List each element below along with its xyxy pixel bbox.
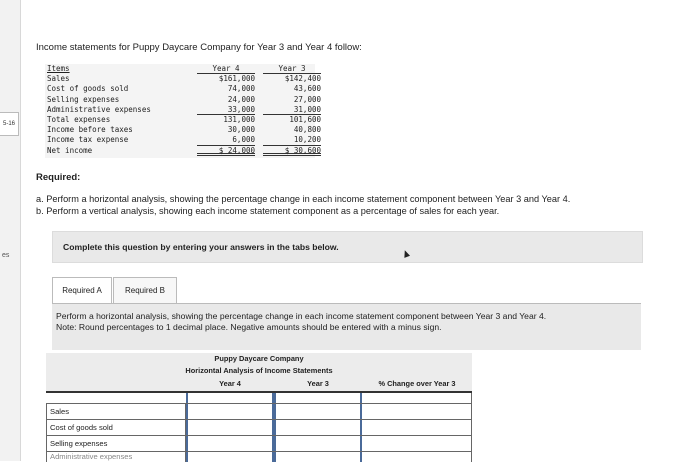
statement-row [45,95,321,105]
row-label: Sales [47,74,70,84]
row-year4: $ 24,000 [197,146,255,156]
row-year4: 74,000 [227,84,255,94]
complete-instructions-text: Complete this question by entering your answers in the tabs below. [63,242,339,252]
row-year3: 10,200 [263,135,321,145]
row-year3: 40,800 [293,125,321,135]
left-sidebar-strip [0,0,21,461]
required-a-text: a. Perform a horizontal analysis, showing the percentage change in each income statement component between Year 3 and Year 4. [36,194,571,204]
pct-change-input[interactable] [362,404,472,419]
row-label: Selling expenses [47,94,120,104]
table-company-name: Puppy Daycare Company [46,353,472,365]
input-cell[interactable] [274,393,362,403]
statement-row [45,125,321,135]
row-year3: 31,000 [263,105,321,115]
row-year4: 131,000 [223,114,255,124]
row-label: Administrative expenses [47,104,151,114]
year3-input[interactable] [274,436,362,451]
row-label: Income before taxes [47,125,133,135]
year4-input[interactable] [186,404,274,419]
tab-required-a[interactable]: Required A [52,277,112,305]
input-cell[interactable] [186,393,274,403]
table-column-headers [46,377,472,393]
year4-input[interactable] [186,420,274,435]
required-heading: Required: [36,172,81,183]
complete-instructions-banner [52,231,643,263]
year4-input[interactable] [186,436,274,451]
col-header-year3: Year 3 [307,379,329,388]
tab-required-b[interactable]: Required B [113,277,177,305]
table-row [46,420,472,436]
row-label: Selling expenses [46,436,186,451]
year3-input[interactable] [274,404,362,419]
row-label: Sales [46,404,186,419]
row-label: Net income [47,145,93,155]
header-year4: Year 4 [197,64,255,74]
row-year3: 43,600 [293,84,321,94]
intro-text: Income statements for Puppy Daycare Company for Year 3 and Year 4 follow: [36,42,362,53]
horizontal-analysis-table [46,353,472,462]
table-spacer-row [46,393,472,404]
row-year3: $ 30,600 [263,146,321,156]
table-row [46,436,472,452]
col-header-year4: Year 4 [219,379,241,388]
row-year4: 33,000 [197,105,255,115]
pct-change-input[interactable] [362,420,472,435]
row-year3: $142,400 [284,74,321,84]
income-statement-table [45,64,321,156]
table-title: Horizontal Analysis of Income Statements [46,365,472,377]
statement-row [45,135,321,145]
instructions-note: Note: Round percentages to 1 decimal place. Negative amounts should be entered with a minus sign. [56,321,442,332]
row-year3: 101,600 [289,114,321,124]
row-label: Cost of goods sold [46,420,186,435]
row-label: Total expenses [47,114,111,124]
row-year4: 6,000 [197,135,255,145]
input-cell[interactable] [362,393,472,403]
header-items: Items [47,64,70,73]
statement-row [45,74,321,84]
header-year3: Year 3 [263,64,321,74]
instructions-line: Perform a horizontal analysis, showing the percentage change in each income statement component between Year 3 and Year 4. [56,311,547,321]
statement-header-row [45,64,321,74]
row-label: Cost of goods sold [47,84,129,94]
table-row [46,404,472,420]
statement-row [45,84,321,94]
required-b-text: b. Perform a vertical analysis, showing each income statement component as a percentage of sales for each year. [36,206,500,216]
row-year4: 24,000 [227,94,255,104]
question-number-badge[interactable]: 5-16 [0,112,19,136]
statement-row [45,105,321,115]
row-label: Income tax expense [47,135,129,145]
pct-change-input[interactable] [362,436,472,451]
row-year4: $161,000 [218,74,255,84]
row-year4: 30,000 [227,125,255,135]
row-year3: 27,000 [293,94,321,104]
sidebar-text-fragment: es [2,252,10,259]
statement-row [45,146,321,156]
instructions-text [56,311,616,332]
statement-row [45,115,321,125]
year3-input[interactable] [274,420,362,435]
row-label: Administrative expenses [46,452,186,462]
col-header-pct-change: % Change over Year 3 [378,379,456,388]
